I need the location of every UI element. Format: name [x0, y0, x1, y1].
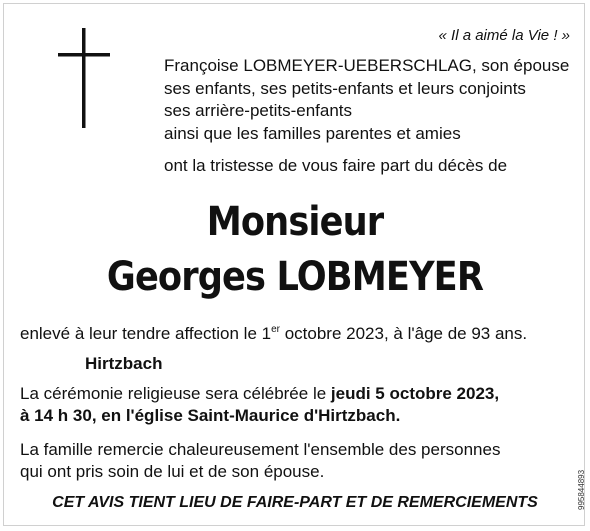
deceased-name: Georges LOBMEYER: [106, 254, 484, 300]
intro-line: Françoise LOBMEYER-UEBERSCHLAG, son épouse: [164, 56, 570, 75]
thanks-message: [20, 439, 570, 483]
reference-number: 995844893: [577, 469, 586, 510]
deceased-title: Monsieur: [206, 199, 384, 245]
intro-line: ainsi que les familles parentes et amies: [164, 123, 461, 143]
ceremony-intro: La cérémonie religieuse sera célébrée le: [20, 384, 331, 403]
death-notice-text: octobre 2023, à l'âge de 93 ans.: [280, 324, 528, 343]
thanks-line: La famille remercie chaleureusement l'ensemble des personnes: [20, 440, 501, 459]
intro-line: ses arrière-petits-enfants: [164, 101, 353, 120]
ordinal-suffix: er: [271, 324, 280, 335]
deceased-name-block: [35, 195, 554, 305]
ceremony-time-place: à 14 h 30, en l'église Saint-Maurice d'Hirtzbach.: [20, 406, 401, 425]
ceremony-details: [20, 383, 570, 427]
death-notice: [20, 319, 570, 345]
intro-line: ses enfants, ses petits-enfants et leurs conjoints: [164, 78, 526, 98]
town-name: Hirtzbach: [85, 354, 163, 373]
intro-line: ont la tristesse de vous faire part du décès de: [164, 156, 508, 175]
family-announcement: [164, 55, 569, 178]
thanks-line: qui ont pris soin de lui et de son épouse.: [20, 462, 325, 481]
latin-cross-icon: [58, 28, 110, 128]
motto: « Il a aimé la Vie ! »: [438, 27, 570, 44]
death-notice-text: enlevé à leur tendre affection le 1: [20, 324, 272, 343]
ceremony-date: jeudi 5 octobre 2023,: [330, 384, 500, 403]
footer-notice: CET AVIS TIENT LIEU DE FAIRE-PART ET DE REMERCIEMENTS: [52, 494, 538, 511]
